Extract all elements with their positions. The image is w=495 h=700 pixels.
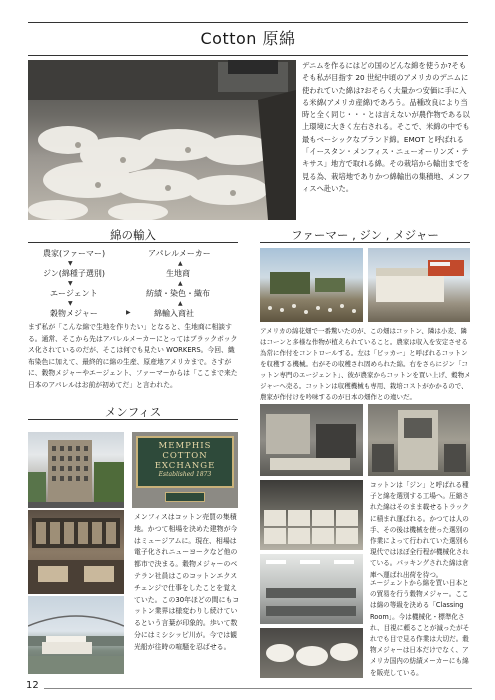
classing-room-photo (260, 554, 363, 624)
farmer-section-title: ファーマー , ジン , メジャー (291, 228, 439, 242)
flow-arrow-up-icon: ▲ (178, 280, 183, 287)
footer-rule (44, 688, 472, 689)
flow-weaving: 紡績・染色・織布 (146, 289, 210, 298)
import-text: まず私が「こんな綿で生地を作りたい」となると、生地商に相談する。通常、そこから先はアパレルメーカーにとってはブラックボックス化されているのだが、そこは何でも見たい WORKERS。今回、織布染色に加えて、最終的に綿の生産、原産地アメリカまで。さすがに、穀物メジャーやエージェント、ファーマーからは「ここまで来た日本のアパレルはお前が初めてだ」と言われた。 (28, 323, 238, 389)
flow-arrow-down-icon: ▼ (68, 280, 73, 287)
import-section-rule (28, 242, 238, 243)
sign-line-2: COTTON (162, 451, 208, 461)
import-section-title: 綿の輸入 (110, 228, 156, 242)
farmer-text-3: エージェントから綿を買い日本との貿易を行う穀物メジャー。ここは綿の等級を決める「Classing Room」。今は機械化・標準化され、目視に頼ることが減ったがそれでも目で見る作業は大切だ。穀物メジャーは日本だけでなく、アメリカ国内の紡績メーカーにも綿を販売している。 (370, 579, 470, 677)
cotton-samples-photo (260, 628, 363, 678)
cotton-exchange-building-photo (28, 432, 124, 508)
cotton-exchange-sign (132, 432, 238, 508)
flow-apparel: アパレルメーカー (148, 249, 211, 258)
cotton-bales-photo (28, 60, 296, 220)
farmer-section-rule (260, 242, 470, 243)
flow-cotton-merchant: 穀物メジャー (50, 309, 98, 318)
cotton-warehouse-photo (260, 480, 363, 550)
flow-arrow-up-icon: ▲ (178, 300, 183, 307)
flow-arrow-up-icon: ▲ (178, 260, 183, 267)
flow-arrow-down-icon: ▼ (68, 300, 73, 307)
farmer-text-2: コットンは「ジン」と呼ばれる種子と綿を選別する工場へ。圧縮された綿はそのまま載せるトラックに積まれ運ばれる。かつては人の手、その後は機械を使った選別の作業によって行われていた選別も現代ではほぼ全行程が機械化されている。パッキングされた綿は倉庫へ運ばれ出荷を待つ。 (370, 481, 469, 579)
memphis-section-rule (28, 419, 238, 420)
page-number: 12 (26, 680, 39, 691)
import-flow-diagram (28, 246, 238, 318)
harvested-cotton-module-photo (368, 248, 470, 322)
flow-agent: エージェント (50, 289, 98, 298)
sign-line-3: EXCHANGE (154, 461, 216, 471)
page-title: Cotton 原綿 (28, 22, 468, 56)
memphis-section-title: メンフィス (104, 405, 162, 419)
memphis-text: メンフィスはコットン売買の集積地。かつて相場を決めた建物が今はミュージアムに。現在、相場は電子化されニューヨークなど他の都市で決まる。穀物メジャーのベテラン社員はこのコットンエクスチェンジで仕事をしたことを覚えていた。この30年ほどの間にもコットン業界は様変わりし続けているという言葉が印象的。歩いて数分にはミシシッピ川が。今では観光船が往時の喧騒を忍ばせる。 (134, 513, 240, 651)
sign-line-1: MEMPHIS (158, 441, 212, 451)
cotton-field-photo (260, 248, 363, 322)
mississippi-river-photo (28, 596, 124, 674)
gin-machine-photo (368, 404, 470, 476)
flow-arrow-right-icon: ▶ (126, 309, 131, 316)
flow-manufacturer: 生地商 (166, 269, 190, 278)
flow-importer: 綿輸入商社 (154, 309, 194, 318)
flow-arrow-down-icon: ▼ (68, 260, 73, 267)
flow-gin: ジン(綿種子選別) (43, 269, 106, 278)
intro-text: デニムを作るにはどの国のどんな綿を使うか?そもそも私が目指す 20 世紀中頃のアメリカのデニムに使われていた綿は?おそらく大量かつ安価に手に入る米綿(アメリカ産綿)であろう。品種改良により当時と全く同じ・・・とは言えないが農作物である以上環境に大きく左右される。そこで、米綿の中でも最もベーシックなブランド綿。EMOT と呼ばれる「イースタン・メンフィス・ニューオーリンズ・テキサス」地方で取れる綿。その栽培から輸出までを見る為、栽培地でありかつ綿輸出の集積地、メンフィスへ赴いた。 (302, 61, 470, 193)
gin-facility-photo (260, 404, 363, 476)
farmer-text-1: アメリカの綿花畑で一番驚いたのが、この畑はコットン、隣は小麦、隣はコーンと多様な作物が植えられていること。農家は収入を安定させる為常に作付をコントロールする。左は「ピッカー」と呼ばれるコットンを収穫する機械。右がその収穫され固められた綿。右をさらにジン「コットン専門のエージェント」、彼が農家からコットンを買い上げ、穀物メジャーへ売る。コットンは収穫機械も専用、栽培コストがかかるので、農家が作付けを吟味するのが日本の畑作との違いだ。 (260, 327, 471, 401)
flow-farmer: 農家(ファーマー) (43, 249, 106, 258)
exchange-interior-photo (28, 510, 124, 594)
sign-line-4: Established 1873 (158, 471, 212, 478)
